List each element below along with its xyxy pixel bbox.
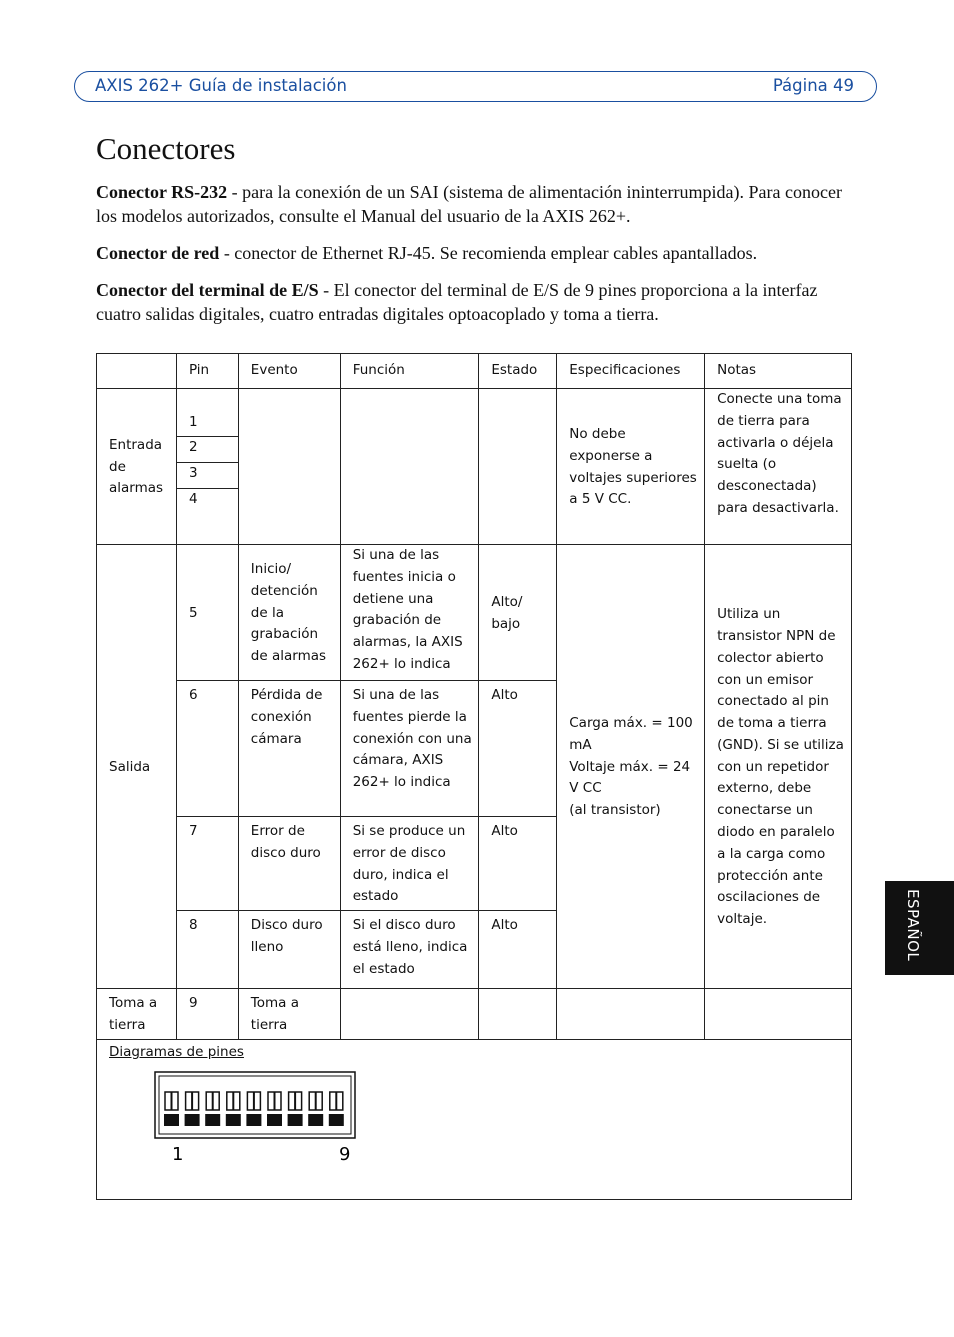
function-cell: Si se produce un error de disco duro, indica el estado	[340, 817, 479, 911]
paragraph-text: - conector de Ethernet RJ-45. Se recomienda emplear cables apantallados.	[219, 243, 758, 263]
column-header	[97, 354, 177, 389]
table-header-row	[97, 354, 852, 389]
pin-diagram-cell	[97, 1039, 852, 1199]
pin-cell: 3	[176, 463, 238, 489]
pin-diagram-row	[97, 1039, 852, 1199]
empty-cell	[479, 989, 557, 1040]
pin-terminal-3	[205, 1092, 220, 1126]
paragraph-network	[96, 241, 856, 265]
event-cell: Pérdida de conexión cámara	[238, 681, 340, 817]
alarm-spec: No debe exponerse a voltajes superiores a 5 V CC.	[557, 389, 705, 545]
function-cell: Si el disco duro está lleno, indica el estado	[340, 911, 479, 989]
pin-cell: 7	[176, 817, 238, 911]
paragraph-text: - El conector del terminal de E/S de 9 pines proporciona a la interfaz cuatro salidas digitales, cuatro entradas digitales optoacoplado y toma a tierra.	[96, 280, 818, 324]
page-number: Página 49	[772, 76, 854, 95]
state-cell: Alto	[479, 817, 557, 911]
pin-cell: 9	[176, 989, 238, 1040]
term: Conector del terminal de E/S	[96, 280, 319, 300]
pin-terminal-7	[288, 1092, 303, 1126]
empty-cell	[238, 389, 340, 545]
table-row	[97, 989, 852, 1040]
event-cell: Disco duro lleno	[238, 911, 340, 989]
term: Conector de red	[96, 243, 220, 263]
paragraph-io-terminal	[96, 278, 856, 326]
empty-cell	[340, 389, 479, 545]
page-title: Conectores	[96, 131, 236, 166]
empty-cell	[705, 989, 852, 1040]
column-header: Evento	[238, 354, 340, 389]
paragraph-rs232	[96, 180, 856, 228]
pin-terminal-6	[267, 1092, 282, 1126]
pin-cell: 6	[176, 681, 238, 817]
column-header: Notas	[705, 354, 852, 389]
language-tab-label: ESPAÑOL	[904, 889, 922, 962]
alarm-input-label: Entrada de alarmas	[97, 389, 177, 545]
empty-cell	[557, 989, 705, 1040]
pin-terminal-2	[185, 1092, 200, 1126]
document-title: AXIS 262+ Guía de instalación	[95, 76, 347, 95]
pin-cell: 5	[176, 545, 238, 681]
pin-terminal-4	[226, 1092, 241, 1126]
pin-first-label: 1	[172, 1143, 184, 1165]
event-cell: Inicio/ detención de la grabación de alarmas	[238, 545, 340, 681]
paragraph-text: - para la conexión de un SAI (sistema de alimentación ininterrumpida). Para conocer los modelos autorizados, consulte el Manual del usuario de la AXIS 262+.	[96, 182, 842, 226]
state-cell: Alto/ bajo	[479, 545, 557, 681]
column-header: Función	[340, 354, 479, 389]
table-row	[97, 389, 852, 437]
pin-terminal-5	[246, 1092, 261, 1126]
ground-label: Toma a tierra	[97, 989, 177, 1040]
pin-cell: 8	[176, 911, 238, 989]
pin-cell: 2	[176, 437, 238, 463]
function-cell: Si una de las fuentes pierde la conexión con una cámara, AXIS 262+ lo indica	[340, 681, 479, 817]
function-cell: Si una de las fuentes inicia o detiene una grabación de alarmas, la AXIS 262+ lo indica	[340, 545, 479, 681]
language-tab	[885, 881, 954, 975]
pin-last-label: 9	[339, 1143, 351, 1165]
output-note: Utiliza un transistor NPN de colector abierto con un emisor conectado al pin de toma a tierra (GND). Si se utiliza con un repetidor externo, debe conectarse un diodo en paralelo a la carga como protección ante oscilaciones de voltaje.	[705, 545, 852, 989]
pin-diagram	[129, 1070, 349, 1170]
pin-terminals	[164, 1092, 344, 1126]
output-spec: Carga máx. = 100 mA Voltaje máx. = 24 V CC (al transistor)	[557, 545, 705, 989]
pin-terminal-9	[329, 1092, 344, 1126]
empty-cell	[479, 389, 557, 545]
table-row	[97, 545, 852, 681]
event-cell: Toma a tierra	[238, 989, 340, 1040]
output-label: Salida	[97, 545, 177, 989]
pin-terminal-1	[164, 1092, 179, 1126]
column-header: Especificaciones	[557, 354, 705, 389]
pin-cell: 4	[176, 489, 238, 545]
column-header: Estado	[479, 354, 557, 389]
state-cell: Alto	[479, 911, 557, 989]
io-connector-table	[96, 353, 852, 1200]
empty-cell	[340, 989, 479, 1040]
pin-cell: 1	[176, 389, 238, 437]
state-cell: Alto	[479, 681, 557, 817]
column-header: Pin	[176, 354, 238, 389]
page-header	[74, 71, 877, 102]
event-cell: Error de disco duro	[238, 817, 340, 911]
pin-terminal-8	[308, 1092, 323, 1126]
alarm-note: Conecte una toma de tierra para activarla o déjela suelta (o desconectada) para desactivarla.	[705, 389, 852, 545]
term: Conector RS-232	[96, 182, 228, 202]
pin-diagram-title: Diagramas de pines	[109, 1043, 244, 1060]
